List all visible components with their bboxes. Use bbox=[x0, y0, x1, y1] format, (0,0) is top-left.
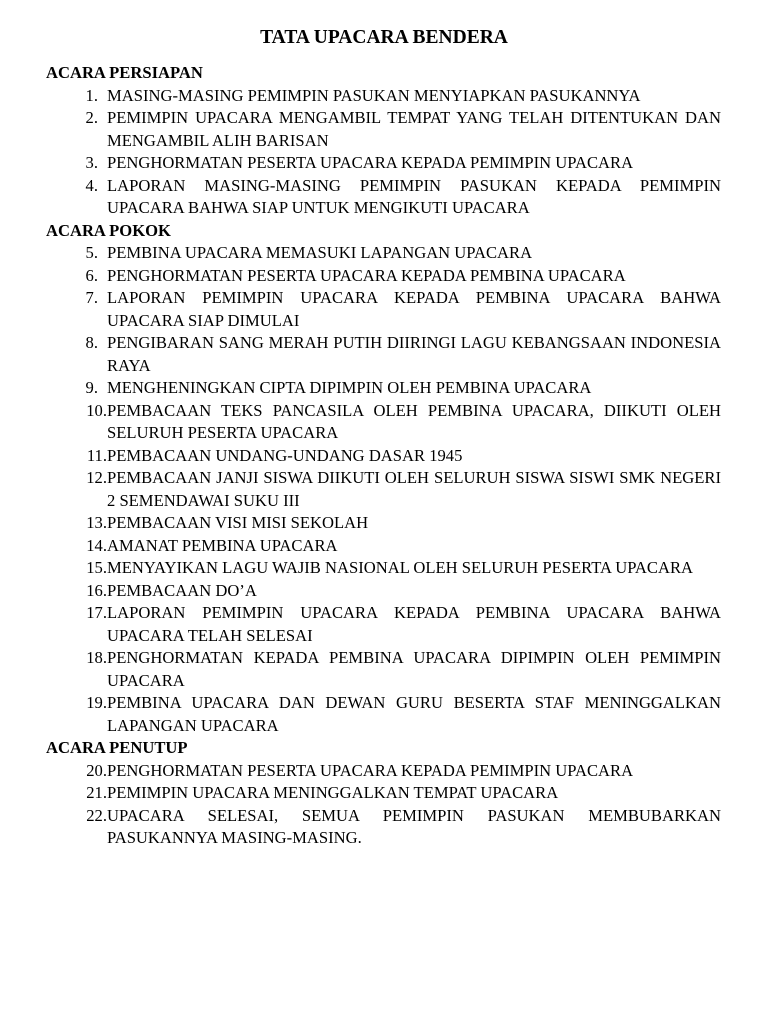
list-item bbox=[46, 467, 721, 512]
item-list bbox=[46, 242, 721, 737]
item-number: 19. bbox=[86, 693, 107, 712]
item-text: PEMBINA UPACARA MEMASUKI LAPANGAN UPACARA bbox=[107, 243, 533, 262]
item-text: PENGHORMATAN KEPADA PEMBINA UPACARA DIPIMPIN OLEH PEMIMPIN UPACARA bbox=[107, 648, 721, 690]
item-text: AMANAT PEMBINA UPACARA bbox=[107, 535, 338, 555]
item-text: UPACARA SELESAI, SEMUA PEMIMPIN PASUKAN MEMBUBARKAN PASUKANNYA MASING-MASING. bbox=[107, 805, 721, 847]
item-number: 16. bbox=[86, 580, 107, 600]
item-number: 20. bbox=[86, 760, 107, 780]
list-item bbox=[46, 535, 721, 558]
item-text: PEMBACAAN VISI MISI SEKOLAH bbox=[107, 513, 369, 532]
document-title: TATA UPACARA BENDERA bbox=[260, 27, 508, 48]
section-penutup bbox=[46, 737, 721, 850]
list-item bbox=[46, 332, 721, 377]
item-number: 1. bbox=[85, 85, 98, 105]
item-text: MENYAYIKAN LAGU WAJIB NASIONAL OLEH SELURUH PESERTA UPACARA bbox=[107, 558, 694, 577]
item-text: PEMBACAAN JANJI SISWA DIIKUTI OLEH SELURUH SISWA SISWI SMK NEGERI 2 SEMENDAWAI SUKU III bbox=[107, 468, 721, 510]
item-text: PEMBACAAN TEKS PANCASILA OLEH PEMBINA UPACARA, DIIKUTI OLEH SELURUH PESERTA UPACARA bbox=[107, 400, 721, 442]
item-number: 17. bbox=[86, 603, 107, 622]
item-list bbox=[46, 760, 721, 850]
item-text: PEMBACAAN DO’A bbox=[107, 580, 257, 600]
item-text: PEMBACAAN UNDANG-UNDANG DASAR 1945 bbox=[107, 445, 463, 465]
item-number: 8. bbox=[85, 333, 98, 352]
section-heading: ACARA PENUTUP bbox=[46, 738, 188, 757]
item-list bbox=[46, 85, 721, 220]
item-number: 18. bbox=[86, 648, 107, 667]
list-item bbox=[46, 400, 721, 445]
item-text: LAPORAN PEMIMPIN UPACARA KEPADA PEMBINA UPACARA BAHWA UPACARA TELAH SELESAI bbox=[107, 603, 721, 645]
item-number: 13. bbox=[86, 513, 107, 532]
item-text: PEMBINA UPACARA DAN DEWAN GURU BESERTA STAF MENINGGALKAN LAPANGAN UPACARA bbox=[107, 693, 721, 735]
item-text: PEMIMPIN UPACARA MENINGGALKAN TEMPAT UPACARA bbox=[107, 783, 559, 802]
item-number: 12. bbox=[86, 468, 107, 487]
item-text: PEMIMPIN UPACARA MENGAMBIL TEMPAT YANG TELAH DITENTUKAN DAN MENGAMBIL ALIH BARISAN bbox=[107, 108, 721, 150]
list-item bbox=[46, 557, 721, 580]
list-item bbox=[46, 512, 721, 535]
item-text: MENGHENINGKAN CIPTA DIPIMPIN OLEH PEMBINA UPACARA bbox=[107, 378, 592, 397]
item-number: 10. bbox=[86, 400, 107, 420]
item-number: 4. bbox=[85, 175, 98, 195]
item-number: 3. bbox=[85, 153, 98, 172]
section-persiapan bbox=[46, 62, 721, 220]
item-number: 15. bbox=[86, 558, 107, 577]
list-item bbox=[46, 85, 721, 108]
item-number: 22. bbox=[86, 805, 107, 825]
list-item bbox=[46, 152, 721, 175]
item-number: 21. bbox=[86, 783, 107, 802]
item-number: 7. bbox=[85, 288, 98, 307]
item-number: 11. bbox=[86, 445, 107, 465]
list-item bbox=[46, 265, 721, 288]
item-number: 9. bbox=[85, 378, 98, 397]
list-item bbox=[46, 287, 721, 332]
list-item bbox=[46, 760, 721, 783]
document-content bbox=[46, 62, 721, 850]
item-text: PENGHORMATAN PESERTA UPACARA KEPADA PEMIMPIN UPACARA bbox=[107, 760, 634, 780]
list-item bbox=[46, 445, 721, 468]
item-number: 14. bbox=[86, 535, 107, 555]
list-item bbox=[46, 692, 721, 737]
list-item bbox=[46, 107, 721, 152]
list-item bbox=[46, 377, 721, 400]
list-item bbox=[46, 175, 721, 220]
section-heading: ACARA PERSIAPAN bbox=[46, 63, 203, 82]
item-number: 5. bbox=[85, 243, 98, 262]
item-text: PENGIBARAN SANG MERAH PUTIH DIIRINGI LAGU KEBANGSAAN INDONESIA RAYA bbox=[107, 333, 721, 375]
list-item bbox=[46, 580, 721, 603]
item-text: PENGHORMATAN PESERTA UPACARA KEPADA PEMIMPIN UPACARA bbox=[107, 153, 634, 172]
item-number: 6. bbox=[85, 265, 98, 285]
list-item bbox=[46, 647, 721, 692]
list-item bbox=[46, 782, 721, 805]
item-text: MASING-MASING PEMIMPIN PASUKAN MENYIAPKAN PASUKANNYA bbox=[107, 85, 641, 105]
item-number: 2. bbox=[85, 108, 98, 127]
item-text: PENGHORMATAN PESERTA UPACARA KEPADA PEMBINA UPACARA bbox=[107, 265, 626, 285]
list-item bbox=[46, 805, 721, 850]
section-pokok bbox=[46, 220, 721, 738]
list-item bbox=[46, 602, 721, 647]
list-item bbox=[46, 242, 721, 265]
item-text: LAPORAN MASING-MASING PEMIMPIN PASUKAN KEPADA PEMIMPIN UPACARA BAHWA SIAP UNTUK MENGIKUTI UPACARA bbox=[107, 175, 721, 217]
item-text: LAPORAN PEMIMPIN UPACARA KEPADA PEMBINA UPACARA BAHWA UPACARA SIAP DIMULAI bbox=[107, 288, 721, 330]
section-heading: ACARA POKOK bbox=[46, 220, 171, 240]
